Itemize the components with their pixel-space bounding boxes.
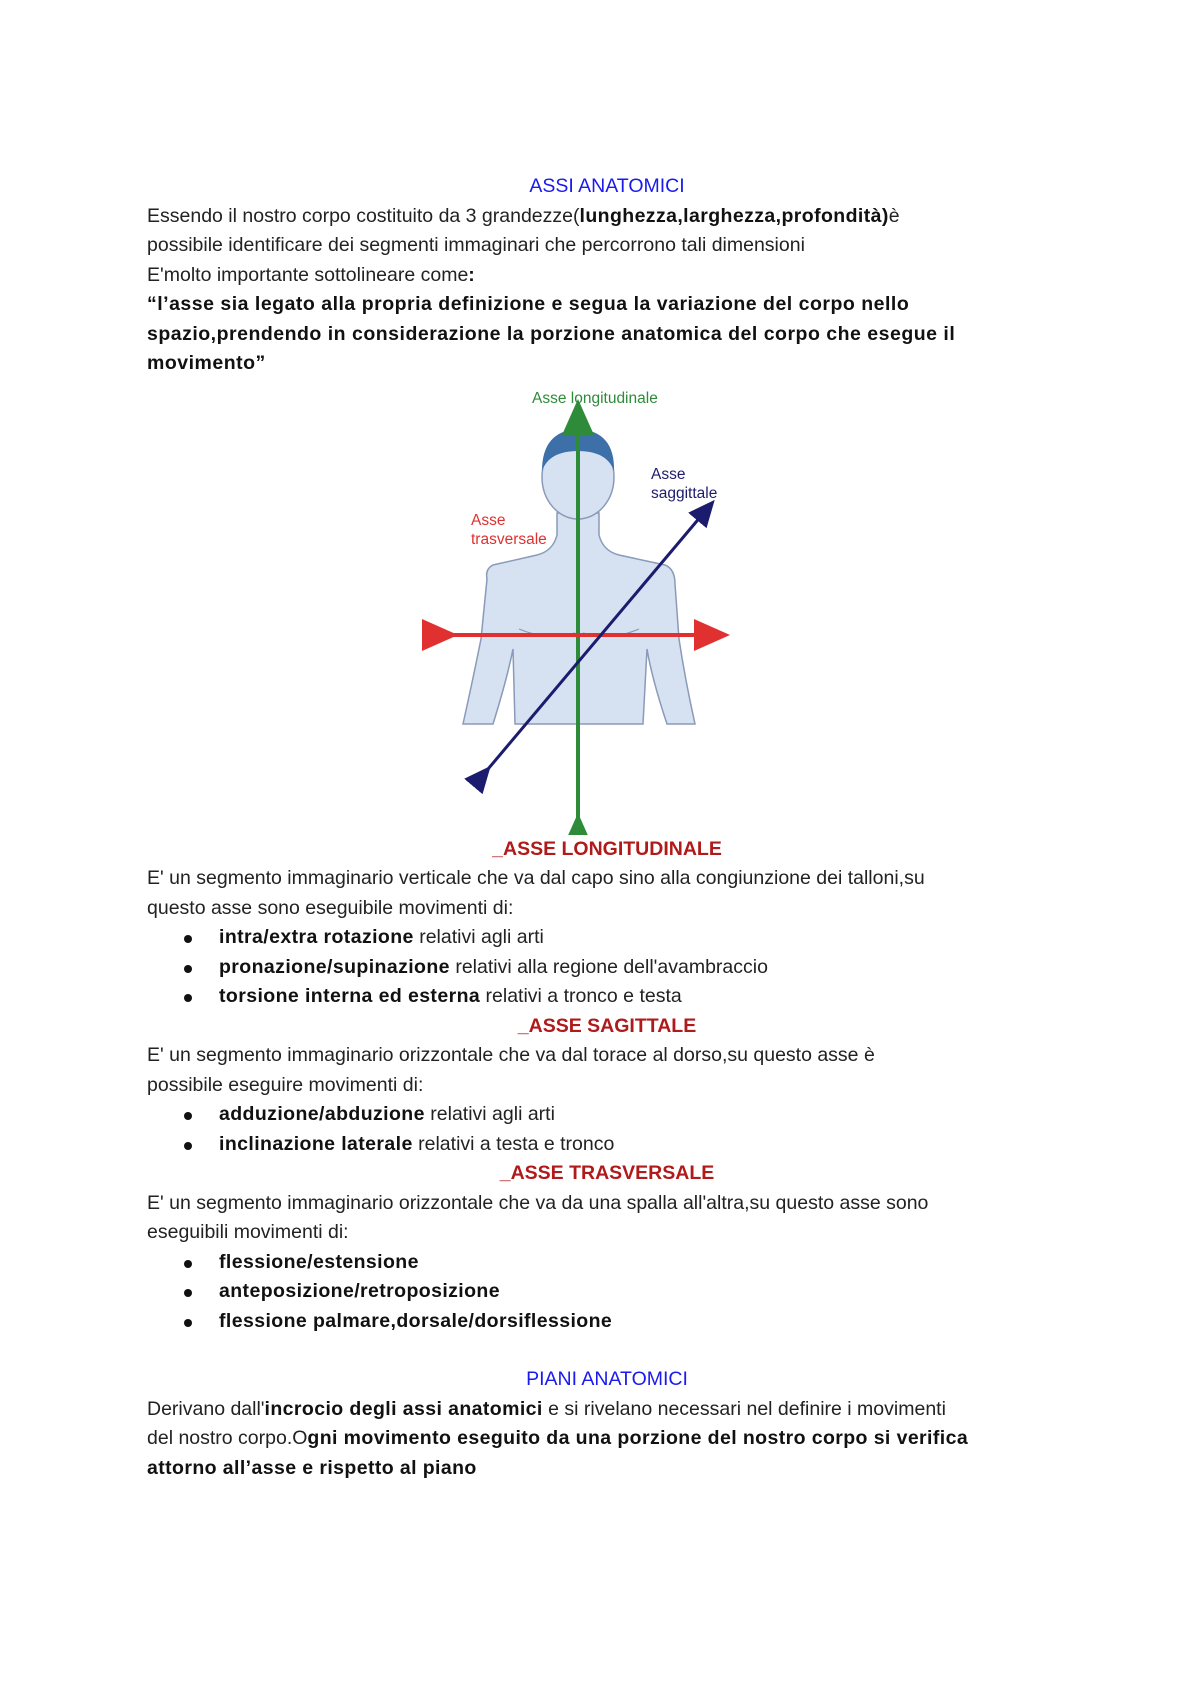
longitudinal-desc-1: E' un segmento immaginario verticale che va dal capo sino alla congiunzione dei talloni,su xyxy=(147,867,925,889)
piani-line-3 xyxy=(147,1454,1067,1484)
list-item xyxy=(147,953,1067,983)
intro-line-1 xyxy=(147,202,1067,232)
item-bold: torsione interna ed esterna xyxy=(219,985,481,1007)
label-sagittal-1: Asse xyxy=(651,465,686,483)
bullet-icon xyxy=(184,1142,192,1150)
transversal-list xyxy=(147,1248,1067,1337)
heading-asse-trasversale: _ASSE TRASVERSALE xyxy=(499,1162,715,1184)
intro-text: Essendo il nostro corpo costituito da 3 grandezze( xyxy=(147,204,580,227)
intro-colon: : xyxy=(468,263,476,286)
list-item xyxy=(147,1277,1067,1307)
item-bold: pronazione/supinazione xyxy=(219,955,450,978)
bullet-icon xyxy=(184,965,192,973)
list-item xyxy=(147,982,1067,1012)
intro-line-2: possibile identificare dei segmenti immaginari che percorrono tali dimensioni xyxy=(147,234,805,256)
item-text: relativi alla regione dell'avambraccio xyxy=(449,955,768,978)
bullet-icon xyxy=(184,1260,192,1268)
bullet-icon xyxy=(184,935,192,943)
label-transversal-1: Asse xyxy=(471,511,506,529)
intro-text: E'molto importante sottolineare come xyxy=(147,263,469,286)
section-title-piani-anatomici: PIANI ANATOMICI xyxy=(526,1368,688,1390)
axes-diagram xyxy=(147,379,1067,835)
piani-line-1 xyxy=(147,1395,1067,1425)
anatomical-axes-figure xyxy=(147,379,1067,835)
intro-line-3 xyxy=(147,261,1067,291)
item-text: relativi agli arti xyxy=(413,926,544,948)
piani-bold: attorno all’asse e rispetto al piano xyxy=(147,1456,477,1479)
list-item xyxy=(147,1130,1067,1160)
intro-text-end: è xyxy=(888,204,900,227)
list-item xyxy=(147,923,1067,953)
sagittal-desc-1: E' un segmento immaginario orizzontale che va dal torace al dorso,su questo asse è xyxy=(147,1044,875,1066)
label-transversal-2: trasversale xyxy=(471,530,547,548)
label-sagittal-2: saggittale xyxy=(651,484,718,502)
list-item xyxy=(147,1307,1067,1337)
document-page xyxy=(147,172,1067,1483)
item-text: relativi a tronco e testa xyxy=(480,985,682,1007)
item-bold: adduzione/abduzione xyxy=(219,1103,425,1125)
heading-asse-sagittale: _ASSE SAGITTALE xyxy=(517,1014,697,1037)
heading-asse-longitudinale: _ASSE LONGITUDINALE xyxy=(492,837,722,860)
item-bold: flessione/estensione xyxy=(219,1250,419,1273)
list-item xyxy=(147,1248,1067,1278)
quote-line-1: “l’asse sia legato alla propria definizione e segua la variazione del corpo nello xyxy=(147,293,910,315)
intro-bold-dimensions: lunghezza,larghezza,profondità) xyxy=(579,204,889,227)
quote-line-3: movimento” xyxy=(147,352,266,374)
item-text: relativi a testa e tronco xyxy=(412,1132,615,1155)
bullet-icon xyxy=(184,1112,192,1120)
transversal-desc-1: E' un segmento immaginario orizzontale che va da una spalla all'altra,su questo asse sono xyxy=(147,1191,929,1214)
bullet-icon xyxy=(184,1319,192,1327)
label-longitudinal: Asse longitudinale xyxy=(532,389,658,407)
bullet-icon xyxy=(184,1289,192,1297)
sagittal-list xyxy=(147,1100,1067,1159)
item-bold: flessione palmare,dorsale/dorsiflessione xyxy=(219,1309,613,1332)
item-bold: anteposizione/retroposizione xyxy=(219,1280,500,1302)
piani-text-end: e si rivelano necessari nel definire i movimenti xyxy=(542,1397,946,1420)
spacer xyxy=(147,1336,1067,1365)
longitudinal-desc-2: questo asse sono eseguibile movimenti di: xyxy=(147,896,514,919)
list-item xyxy=(147,1100,1067,1130)
piani-text: del nostro corpo.O xyxy=(147,1427,308,1449)
piani-text: Derivano dall' xyxy=(147,1397,265,1420)
item-bold: intra/extra rotazione xyxy=(219,926,414,948)
piani-bold: incrocio degli assi anatomici xyxy=(264,1397,543,1420)
item-bold: inclinazione laterale xyxy=(219,1132,413,1155)
bullet-icon xyxy=(184,994,192,1002)
section-title-assi-anatomici: ASSI ANATOMICI xyxy=(529,175,685,197)
transversal-desc-2: eseguibili movimenti di: xyxy=(147,1221,349,1243)
sagittal-desc-2: possibile eseguire movimenti di: xyxy=(147,1073,424,1096)
piani-bold: gni movimento eseguito da una porzione del nostro corpo si verifica xyxy=(307,1427,969,1449)
quote-line-2: spazio,prendendo in considerazione la porzione anatomica del corpo che esegue il xyxy=(147,322,956,345)
item-text: relativi agli arti xyxy=(424,1103,555,1125)
piani-line-2 xyxy=(147,1424,1067,1454)
longitudinal-list xyxy=(147,923,1067,1012)
